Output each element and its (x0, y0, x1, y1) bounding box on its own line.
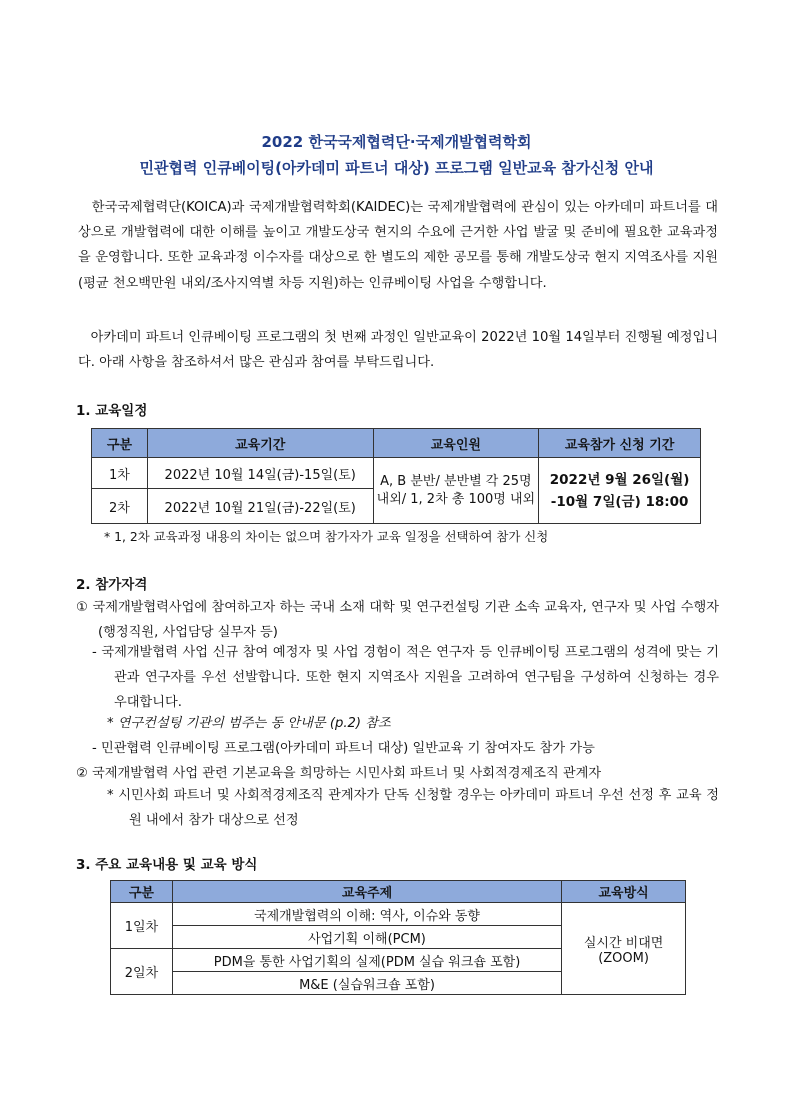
content-method-cell (562, 903, 686, 995)
content-header-division: 구분 (111, 881, 173, 903)
content-topic-2: 사업기획 이해(PCM) (172, 926, 561, 949)
table-row (111, 903, 686, 926)
schedule-header-people: 교육인원 (373, 429, 539, 458)
section-heading-schedule: 1. 교육일정 (76, 403, 148, 419)
section-heading-content: 3. 주요 교육내용 및 교육 방식 (76, 857, 258, 873)
schedule-note: * 1, 2차 교육과정 내용의 차이는 없으며 참가자가 교육 일정을 선택하여 참가 신청 (104, 529, 549, 544)
eligibility-item-2: ② 국제개발협력 사업 관련 기본교육을 희망하는 시민사회 파트너 및 사회적경제조직 관계자 (76, 766, 602, 781)
schedule-apply-cell (539, 458, 701, 524)
schedule-row2-label: 2차 (92, 489, 148, 524)
content-table-header-row (111, 881, 686, 903)
eligibility-item-2-note: * 시민사회 파트너 및 사회적경제조직 관계자가 단독 신청할 경우는 아카데미 파트너 우선 선정 후 교육 정원 내에서 참가 대상으로 선정 (107, 788, 719, 829)
eligibility-item-1-sub-2: - 민관협력 인큐베이팅 프로그램(아카데미 파트너 대상) 일반교육 기 참여자도 참가 가능 (92, 741, 595, 756)
schedule-table-header-row (92, 429, 701, 458)
method-line-2: (ZOOM) (598, 950, 649, 966)
schedule-row2-period: 2022년 10월 21일(금)-22일(토) (147, 489, 373, 524)
schedule-header-period: 교육기간 (147, 429, 373, 458)
apply-period-end: -10월 7일(금) 18:00 (550, 493, 689, 510)
schedule-people-cell: A, B 분반/ 분반별 각 25명 내외/ 1, 2차 총 100명 내외 (373, 458, 539, 524)
table-row (92, 458, 701, 489)
content-header-method: 교육방식 (562, 881, 686, 903)
document-title-line2: 민관협력 인큐베이팅(아카데미 파트너 대상) 프로그램 일반교육 참가신청 안내 (139, 159, 654, 177)
schedule-table (91, 428, 701, 524)
content-topic-1: 국제개발협력의 이해: 역사, 이슈와 동향 (172, 903, 561, 926)
schedule-row1-label: 1차 (92, 458, 148, 489)
content-table (110, 880, 686, 995)
document-title-line1: 2022 한국국제협력단·국제개발협력학회 (261, 133, 532, 151)
section-heading-eligibility: 2. 참가자격 (76, 577, 148, 593)
eligibility-item-1-sub-1: - 국제개발협력 사업 신규 참여 예정자 및 사업 경험이 적은 연구자 등 인큐베이팅 프로그램의 성격에 맞는 기관과 연구자를 우선 선발합니다. 또한 현지 지역조사 지원을 고려하여 연구팀을 구성하여 신청하는 경우 우대합니다. (92, 645, 719, 711)
method-line-1: 실시간 비대면 (583, 935, 664, 951)
eligibility-item-1-note: * 연구컨설팅 기관의 범주는 동 안내문 (p.2) 참조 (107, 716, 391, 731)
content-topic-3: PDM을 통한 사업기획의 실제(PDM 실습 워크숍 포함) (172, 949, 561, 972)
content-header-topic: 교육주제 (172, 881, 561, 903)
content-day2: 2일차 (111, 949, 173, 995)
eligibility-item-1: ① 국제개발협력사업에 참여하고자 하는 국내 소재 대학 및 연구컨설팅 기관 소속 교육자, 연구자 및 사업 수행자(행정직원, 사업담당 실무자 등) (76, 600, 719, 641)
intro-paragraph-1 (78, 195, 718, 296)
intro-paragraph-2-text: 아카데미 파트너 인큐베이팅 프로그램의 첫 번째 과정인 일반교육이 2022년 10월 14일부터 진행될 예정입니다. 아래 사항을 참조하셔서 많은 관심과 참여를 부탁드립니다. (78, 330, 718, 371)
intro-paragraph-1-text: 한국국제협력단(KOICA)과 국제개발협력학회(KAIDEC)는 국제개발협력에 관심이 있는 아카데미 파트너를 대상으로 개발협력에 대한 이해를 높이고 개발도상국 현지의 수요에 근거한 사업 발굴 및 준비에 필요한 교육과정을 운영합니다. 또한 교육과정 이수자를 대상으로 한 별도의 제한 공모를 통해 개발도상국 현지 지역조사를 지원(평균 천오백만원 내외/조사지역별 차등 지원)하는 인큐베이팅 사업을 수행합니다. (78, 200, 719, 291)
apply-period-start: 2022년 9월 26일(월) (549, 471, 690, 488)
content-topic-4: M&E (실습워크숍 포함) (172, 972, 561, 995)
content-day1: 1일차 (111, 903, 173, 949)
schedule-header-division: 구분 (92, 429, 148, 458)
schedule-row1-period: 2022년 10월 14일(금)-15일(토) (147, 458, 373, 489)
schedule-header-apply: 교육참가 신청 기간 (539, 429, 701, 458)
intro-paragraph-2 (78, 325, 718, 375)
